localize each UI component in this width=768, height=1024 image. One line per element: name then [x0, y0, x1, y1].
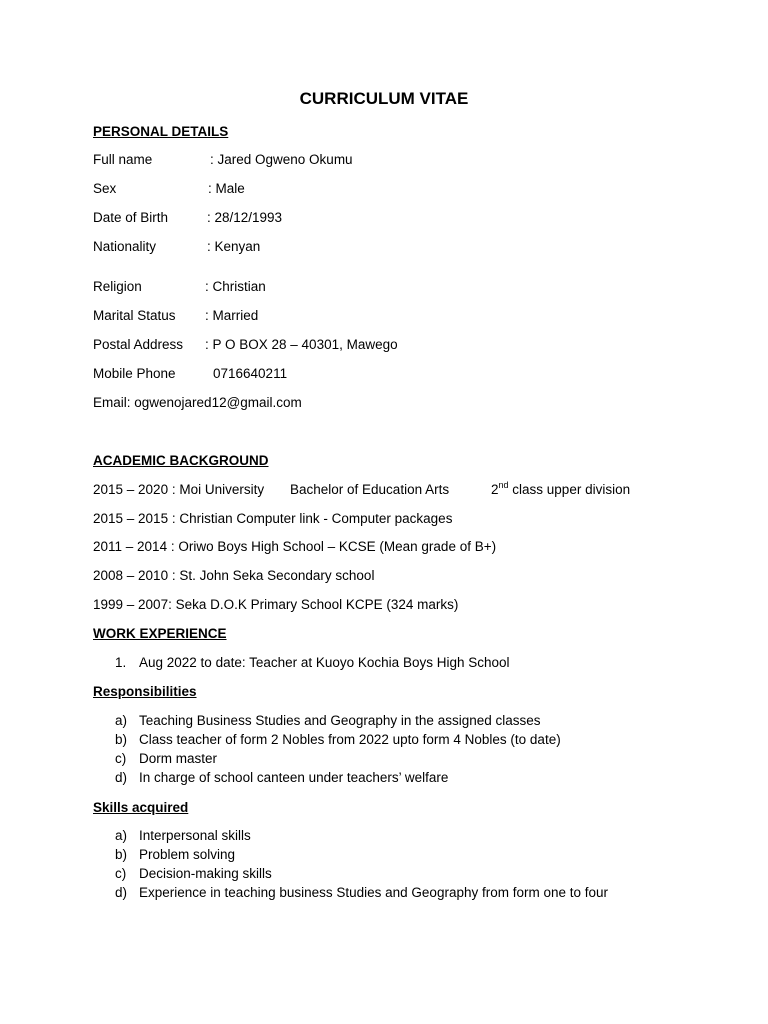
list-item-marker: a)	[115, 828, 128, 843]
postal-address-value: : P O BOX 28 – 40301, Mawego	[205, 337, 398, 352]
work-item-text: Aug 2022 to date: Teacher at Kuoyo Kochia Boys High School	[139, 655, 510, 670]
list-item-marker: b)	[115, 847, 128, 862]
marital-status-value: : Married	[205, 308, 259, 323]
full-name-label: Full name	[93, 152, 153, 167]
class-ordinal-suffix: nd	[498, 479, 509, 490]
mobile-phone-value: 0716640211	[213, 366, 288, 381]
academic-item: 1999 – 2007: Seka D.O.K Primary School KCPE (324 marks)	[93, 597, 459, 612]
list-item: Dorm master	[139, 751, 218, 766]
academic-item: 2011 – 2014 : Oriwo Boys High School – KCSE (Mean grade of B+)	[93, 539, 497, 554]
postal-address-label: Postal Address	[93, 337, 184, 352]
list-item: In charge of school canteen under teachers’ welfare	[139, 770, 449, 785]
list-item: Experience in teaching business Studies and Geography from form one to four	[139, 885, 609, 900]
list-item-marker: b)	[115, 732, 128, 747]
list-item-marker: c)	[115, 751, 127, 766]
academic-item: 2015 – 2015 : Christian Computer link - Computer packages	[93, 511, 453, 526]
academic-heading: ACADEMIC BACKGROUND	[93, 453, 269, 468]
skills-heading: Skills acquired	[93, 800, 189, 815]
personal-details-heading: PERSONAL DETAILS	[93, 124, 229, 139]
list-item: Class teacher of form 2 Nobles from 2022 upto form 4 Nobles (to date)	[139, 732, 561, 747]
academic-item-period: 2015 – 2020 : Moi University	[93, 482, 265, 497]
list-item: Teaching Business Studies and Geography in the assigned classes	[139, 713, 541, 728]
academic-item-course: Bachelor of Education Arts	[290, 482, 450, 497]
academic-item: 2008 – 2010 : St. John Seka Secondary school	[93, 568, 375, 583]
sex-value: : Male	[208, 181, 245, 196]
email-line: Email: ogwenojared12@gmail.com	[93, 395, 302, 410]
responsibilities-heading: Responsibilities	[93, 684, 197, 699]
class-division: class upper division	[508, 482, 631, 497]
list-item-marker: d)	[115, 770, 128, 785]
class-number: 2	[491, 482, 499, 497]
list-item: Problem solving	[139, 847, 236, 862]
list-item-marker: d)	[115, 885, 128, 900]
sex-label: Sex	[93, 181, 117, 196]
religion-label: Religion	[93, 279, 142, 294]
page-title: CURRICULUM VITAE	[299, 89, 469, 108]
full-name-value: : Jared Ogweno Okumu	[210, 152, 353, 167]
list-item-marker: c)	[115, 866, 127, 881]
nationality-label: Nationality	[93, 239, 157, 254]
work-item-marker: 1.	[115, 655, 127, 670]
mobile-phone-label: Mobile Phone	[93, 366, 176, 381]
list-item-marker: a)	[115, 713, 128, 728]
list-item: Interpersonal skills	[139, 828, 251, 843]
work-experience-heading: WORK EXPERIENCE	[93, 626, 227, 641]
nationality-value: : Kenyan	[207, 239, 261, 254]
list-item: Decision-making skills	[139, 866, 272, 881]
marital-status-label: Marital Status	[93, 308, 176, 323]
religion-value: : Christian	[205, 279, 266, 294]
academic-item-class	[491, 481, 630, 498]
dob-label: Date of Birth	[93, 210, 169, 225]
dob-value: : 28/12/1993	[207, 210, 283, 225]
